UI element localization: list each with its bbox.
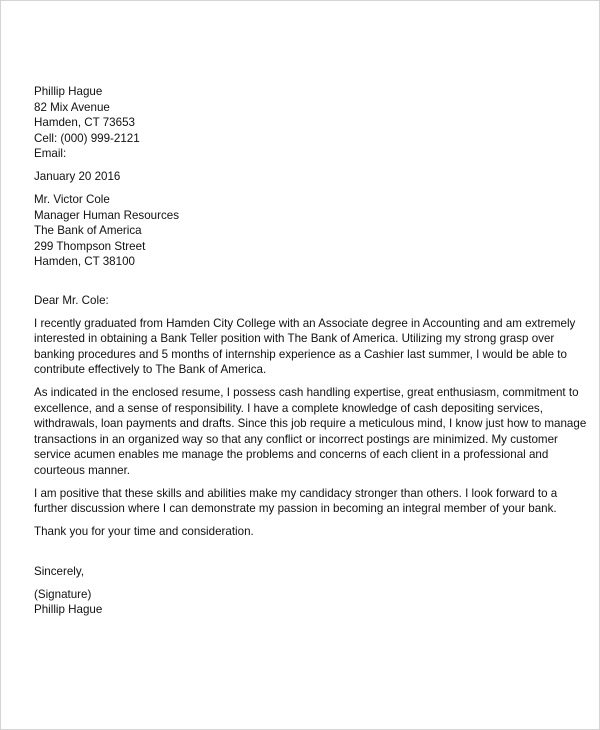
spacer <box>34 540 564 564</box>
sender-address-line1: 82 Mix Avenue <box>34 100 110 114</box>
spacer <box>34 517 564 525</box>
paragraph-line: withdrawals, loan payments and drafts. Since this job require a meticulous mind, I know just how to manage <box>34 417 587 430</box>
paragraph-line: I am positive that these skills and abilities make my candidacy stronger than others. I look forward to a <box>34 486 558 500</box>
paragraph-closing-statement <box>34 486 564 517</box>
paragraph-line: courteous manner. <box>34 463 131 477</box>
sender-email: Email: <box>34 147 67 160</box>
sender-cell: Cell: (000) 999-2121 <box>34 131 140 145</box>
paragraph-line: I recently graduated from Hamden City College with an Associate degree in Accounting and am extremely <box>34 316 576 330</box>
closing: Sincerely, <box>34 564 85 578</box>
spacer <box>34 378 564 386</box>
paragraph-line: further discussion where I can demonstrate my passion in becoming an integral member of your bank. <box>34 502 557 515</box>
paragraph-qualifications <box>34 385 587 478</box>
spacer <box>34 308 564 316</box>
signature-placeholder: (Signature) <box>34 587 92 601</box>
sender-address-line2: Hamden, CT 73653 <box>34 116 135 129</box>
signer-name: Phillip Hague <box>34 603 103 616</box>
spacer <box>34 579 564 587</box>
spacer <box>34 185 564 193</box>
spacer <box>34 478 564 486</box>
paragraph-thanks <box>34 524 564 540</box>
paragraph-line: contribute effectively to The Bank of America. <box>34 363 267 376</box>
recipient-block <box>34 192 564 270</box>
recipient-title: Manager Human Resources <box>34 208 179 222</box>
recipient-name: Mr. Victor Cole <box>34 193 110 206</box>
salutation: Dear Mr. Cole: <box>34 293 109 307</box>
sender-block <box>34 84 564 162</box>
letter-date: January 20 2016 <box>34 170 121 183</box>
spacer <box>34 270 564 293</box>
paragraph-line: excellence, and a sense of responsibility. I have a complete knowledge of cash depositing services, <box>34 401 543 415</box>
recipient-address-line2: Hamden, CT 38100 <box>34 255 135 268</box>
paragraph-line: service acumen enables me manage the problems and concerns of each client in a professional and <box>34 448 549 461</box>
letter-body <box>34 84 587 618</box>
paragraph-line: As indicated in the enclosed resume, I possess cash handling expertise, great enthusiasm, commitment to <box>34 386 579 399</box>
paragraph-line: Thank you for your time and consideration. <box>34 525 254 538</box>
paragraph-line: transactions in an organized way so that any conflict or incorrect postings are minimized. My customer <box>34 432 558 446</box>
recipient-company: The Bank of America <box>34 224 142 237</box>
recipient-address-line1: 299 Thompson Street <box>34 239 146 253</box>
paragraph-line: interested in obtaining a Bank Teller position with The Bank of America. Utilizing my strong grasp over <box>34 332 555 345</box>
paragraph-intro <box>34 316 576 378</box>
sender-name: Phillip Hague <box>34 85 103 98</box>
paragraph-line: banking procedures and 5 months of internship experience as a Cashier last summer, I would be able to <box>34 347 567 361</box>
spacer <box>34 162 564 170</box>
